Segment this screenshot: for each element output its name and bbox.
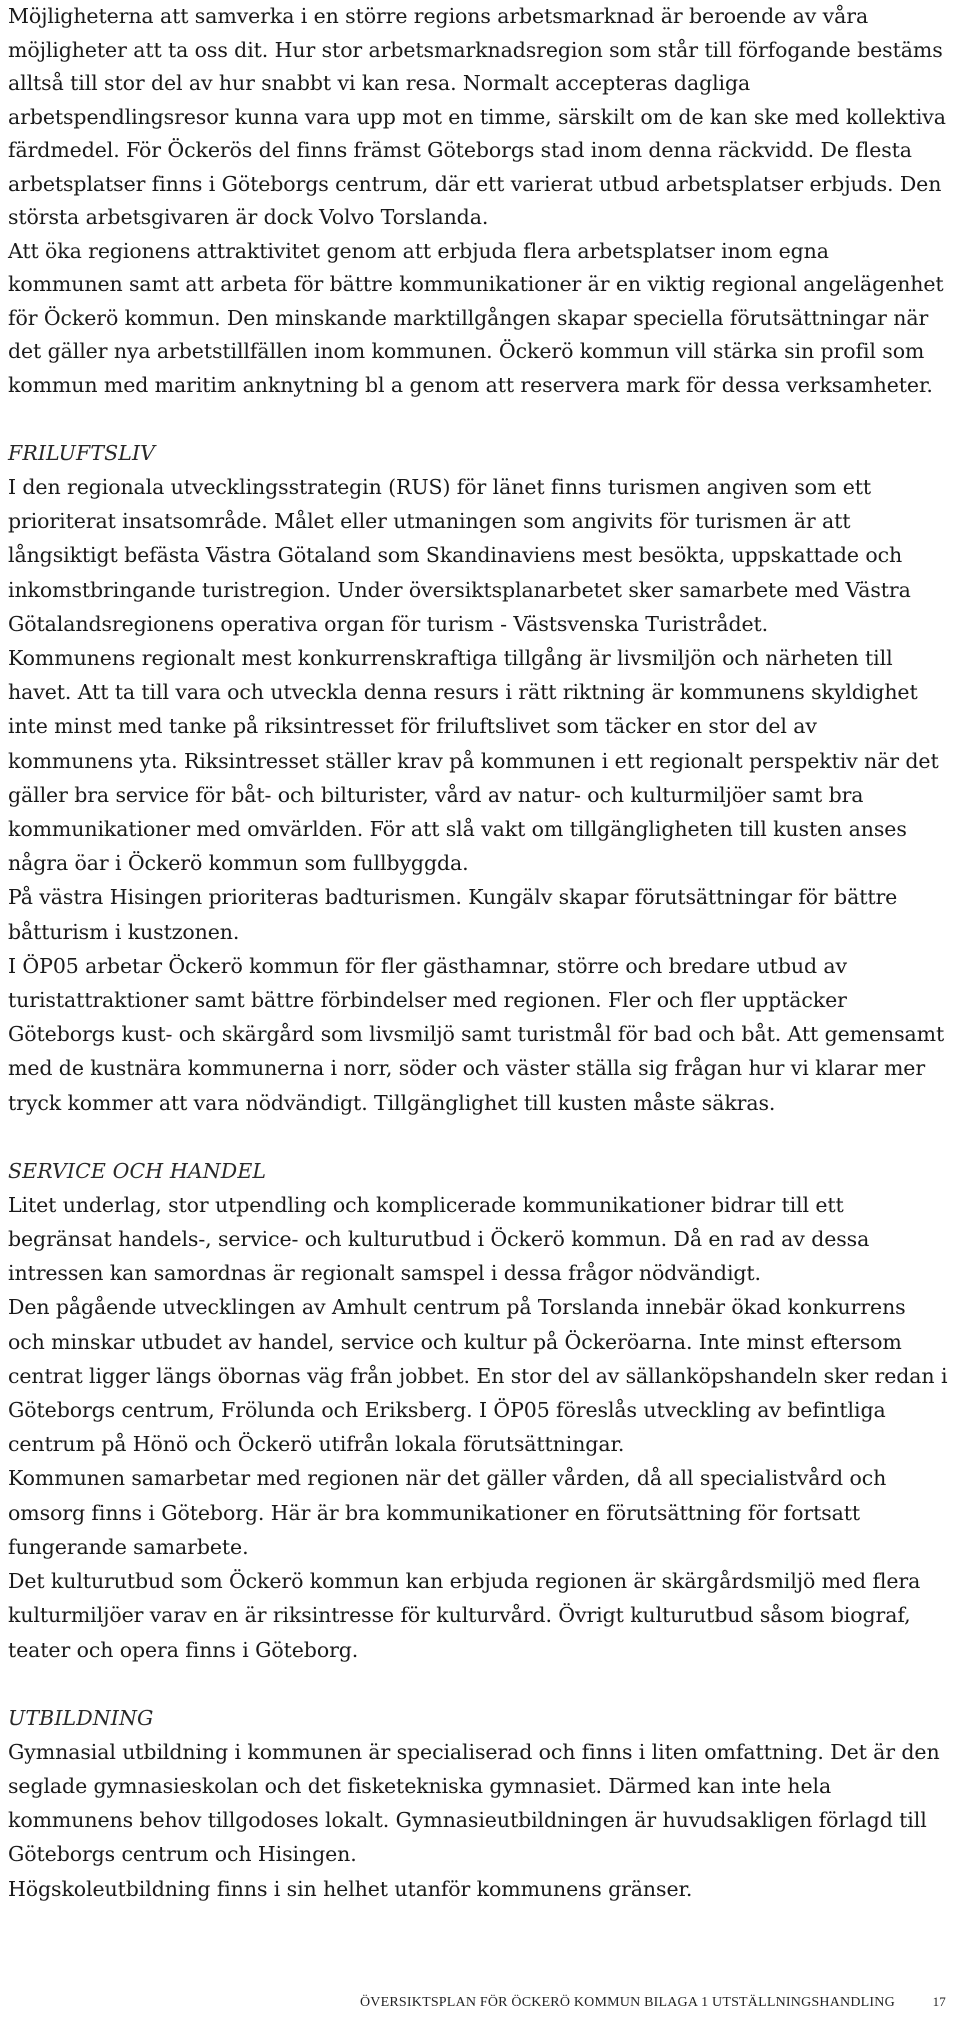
friluftsliv-paragraph-3: På västra Hisingen prioriteras badturismen. Kungälv skapar förutsättningar för bättre båtturism i kustzonen. — [8, 885, 898, 944]
service-paragraph-4: Det kulturutbud som Öckerö kommun kan erbjuda regionen är skärgårdsmiljö med flera kulturmiljöer varav en är riksintresse för kulturvård. Övrigt kulturutbud såsom biograf, teater och opera finns i Göteborg. — [8, 1569, 921, 1662]
section-service-och-handel — [8, 1154, 948, 1667]
service-paragraph-1: Litet underlag, stor utpendling och komplicerade kommunikationer bidrar till ett begränsat handels-, service- och kulturutbud i Öckerö kommun. Då en rad av dessa intressen kan samordnas är regionalt samspel i dessa frågor nödvändigt. — [8, 1192, 870, 1286]
intro-paragraph-2: Att öka regionens attraktivitet genom att erbjuda flera arbetsplatser inom egna kommunen samt att arbeta för bättre kommunikationer är en viktig regional angelägenhet för Öckerö kommun. Den minskande marktillgången skapar speciella förutsättningar när det gäller nya arbetstillfällen inom kommunen. Öckerö kommun vill stärka sin profil som kommun med maritim anknytning bl a genom att reservera mark för dessa verksamheter. — [8, 238, 944, 397]
friluftsliv-paragraph-1: I den regionala utvecklingsstrategin (RUS) för länet finns turismen angiven som ett prioriterat insatsområde. Målet eller utmaningen som angivits för turismen är att långsiktigt befästa Västra Götaland som Skandinaviens mest besökta, uppskattade och inkomstbringande turistregion. Under översiktsplanarbetet sker samarbete med Västra Götalandsregionens operativa organ för turism - Västsvenska Turistrådet. — [8, 475, 911, 636]
service-paragraph-2: Den pågående utvecklingen av Amhult centrum på Torslanda innebär ökad konkurrens och minskar utbudet av handel, service och kultur på Öckeröarna. Inte minst eftersom centrat ligger längs öbornas väg från jobbet. En stor del av sällanköpshandeln sker redan i Göteborgs centrum, Frölunda och Eriksberg. I ÖP05 föreslås utveckling av befintliga centrum på Hönö och Öckerö utifrån lokala förutsättningar. — [8, 1295, 948, 1457]
section-heading-utbildning: UTBILDNING — [8, 1705, 154, 1730]
friluftsliv-paragraph-4: I ÖP05 arbetar Öckerö kommun för fler gästhamnar, större och bredare utbud av turistattraktioner samt bättre förbindelser med regionen. Fler och fler upptäcker Göteborgs kust- och skärgård som livsmiljö samt turistmål för bad och båt. Att gemensamt med de kustnära kommunerna i norr, söder och väster ställa sig frågan hur vi klarar mer tryck kommer att vara nödvändigt. Tillgänglighet till kusten måste säkras. — [8, 953, 945, 1115]
section-heading-friluftsliv: FRILUFTSLIV — [8, 441, 156, 465]
section-utbildning — [8, 1701, 948, 1906]
utbildning-paragraph-1: Gymnasial utbildning i kommunen är specialiserad och finns i liten omfattning. Det är den seglade gymnasieskolan och det fisketekniska gymnasiet. Därmed kan inte hela kommunens behov tillgodoses lokalt. Gymnasieutbildningen är huvudsakligen förlagd till Göteborgs centrum och Hisingen. — [8, 1739, 940, 1867]
intro-section — [8, 0, 948, 402]
utbildning-paragraph-2: Högskoleutbildning finns i sin helhet utanför kommunens gränser. — [8, 1876, 693, 1901]
footer-document-title: ÖVERSIKTSPLAN FÖR ÖCKERÖ KOMMUN BILAGA 1 UTSTÄLLNINGSHANDLING — [360, 1995, 895, 2010]
section-heading-service-och-handel: SERVICE OCH HANDEL — [8, 1158, 267, 1183]
service-paragraph-3: Kommunen samarbetar med regionen när det gäller vården, då all specialistvård och omsorg finns i Göteborg. Här är bra kommunikationer en förutsättning för fortsatt fungerande samarbete. — [8, 1466, 887, 1559]
intro-paragraph-1: Möjligheterna att samverka i en större regions arbetsmarknad är beroende av våra möjligheter att ta oss dit. Hur stor arbetsmarknadsregion som står till förfogande bestäms alltså till stor del av hur snabbt vi kan resa. Normalt accepteras dagliga arbetspendlingsresor kunna vara upp mot en timme, särskilt om de kan ske med kollektiva färdmedel. För Öckerös del finns främst Göteborgs stad inom denna räckvidd. De flesta arbetsplatser finns i Göteborgs centrum, där ett varierat utbud arbetsplatser erbjuds. Den största arbetsgivaren är dock Volvo Torslanda. — [8, 4, 946, 229]
page-number: 17 — [932, 1994, 946, 2009]
friluftsliv-paragraph-2: Kommunens regionalt mest konkurrenskraftiga tillgång är livsmiljön och närheten till havet. Att ta till vara och utveckla denna resurs i rätt riktning är kommunens skyldighet inte minst med tanke på riksintresset för friluftslivet som täcker en stor del av kommunens yta. Riksintresset ställer krav på kommunen i ett regionalt perspektiv när det gäller bra service för båt- och bilturister, vård av natur- och kulturmiljöer samt bra kommunikationer med omvärlden. För att slå vakt om tillgängligheten till kusten anses några öar i Öckerö kommun som fullbyggda. — [8, 646, 939, 876]
section-friluftsliv — [8, 436, 948, 1120]
page-footer — [360, 1994, 946, 2011]
document-page — [8, 0, 948, 1906]
